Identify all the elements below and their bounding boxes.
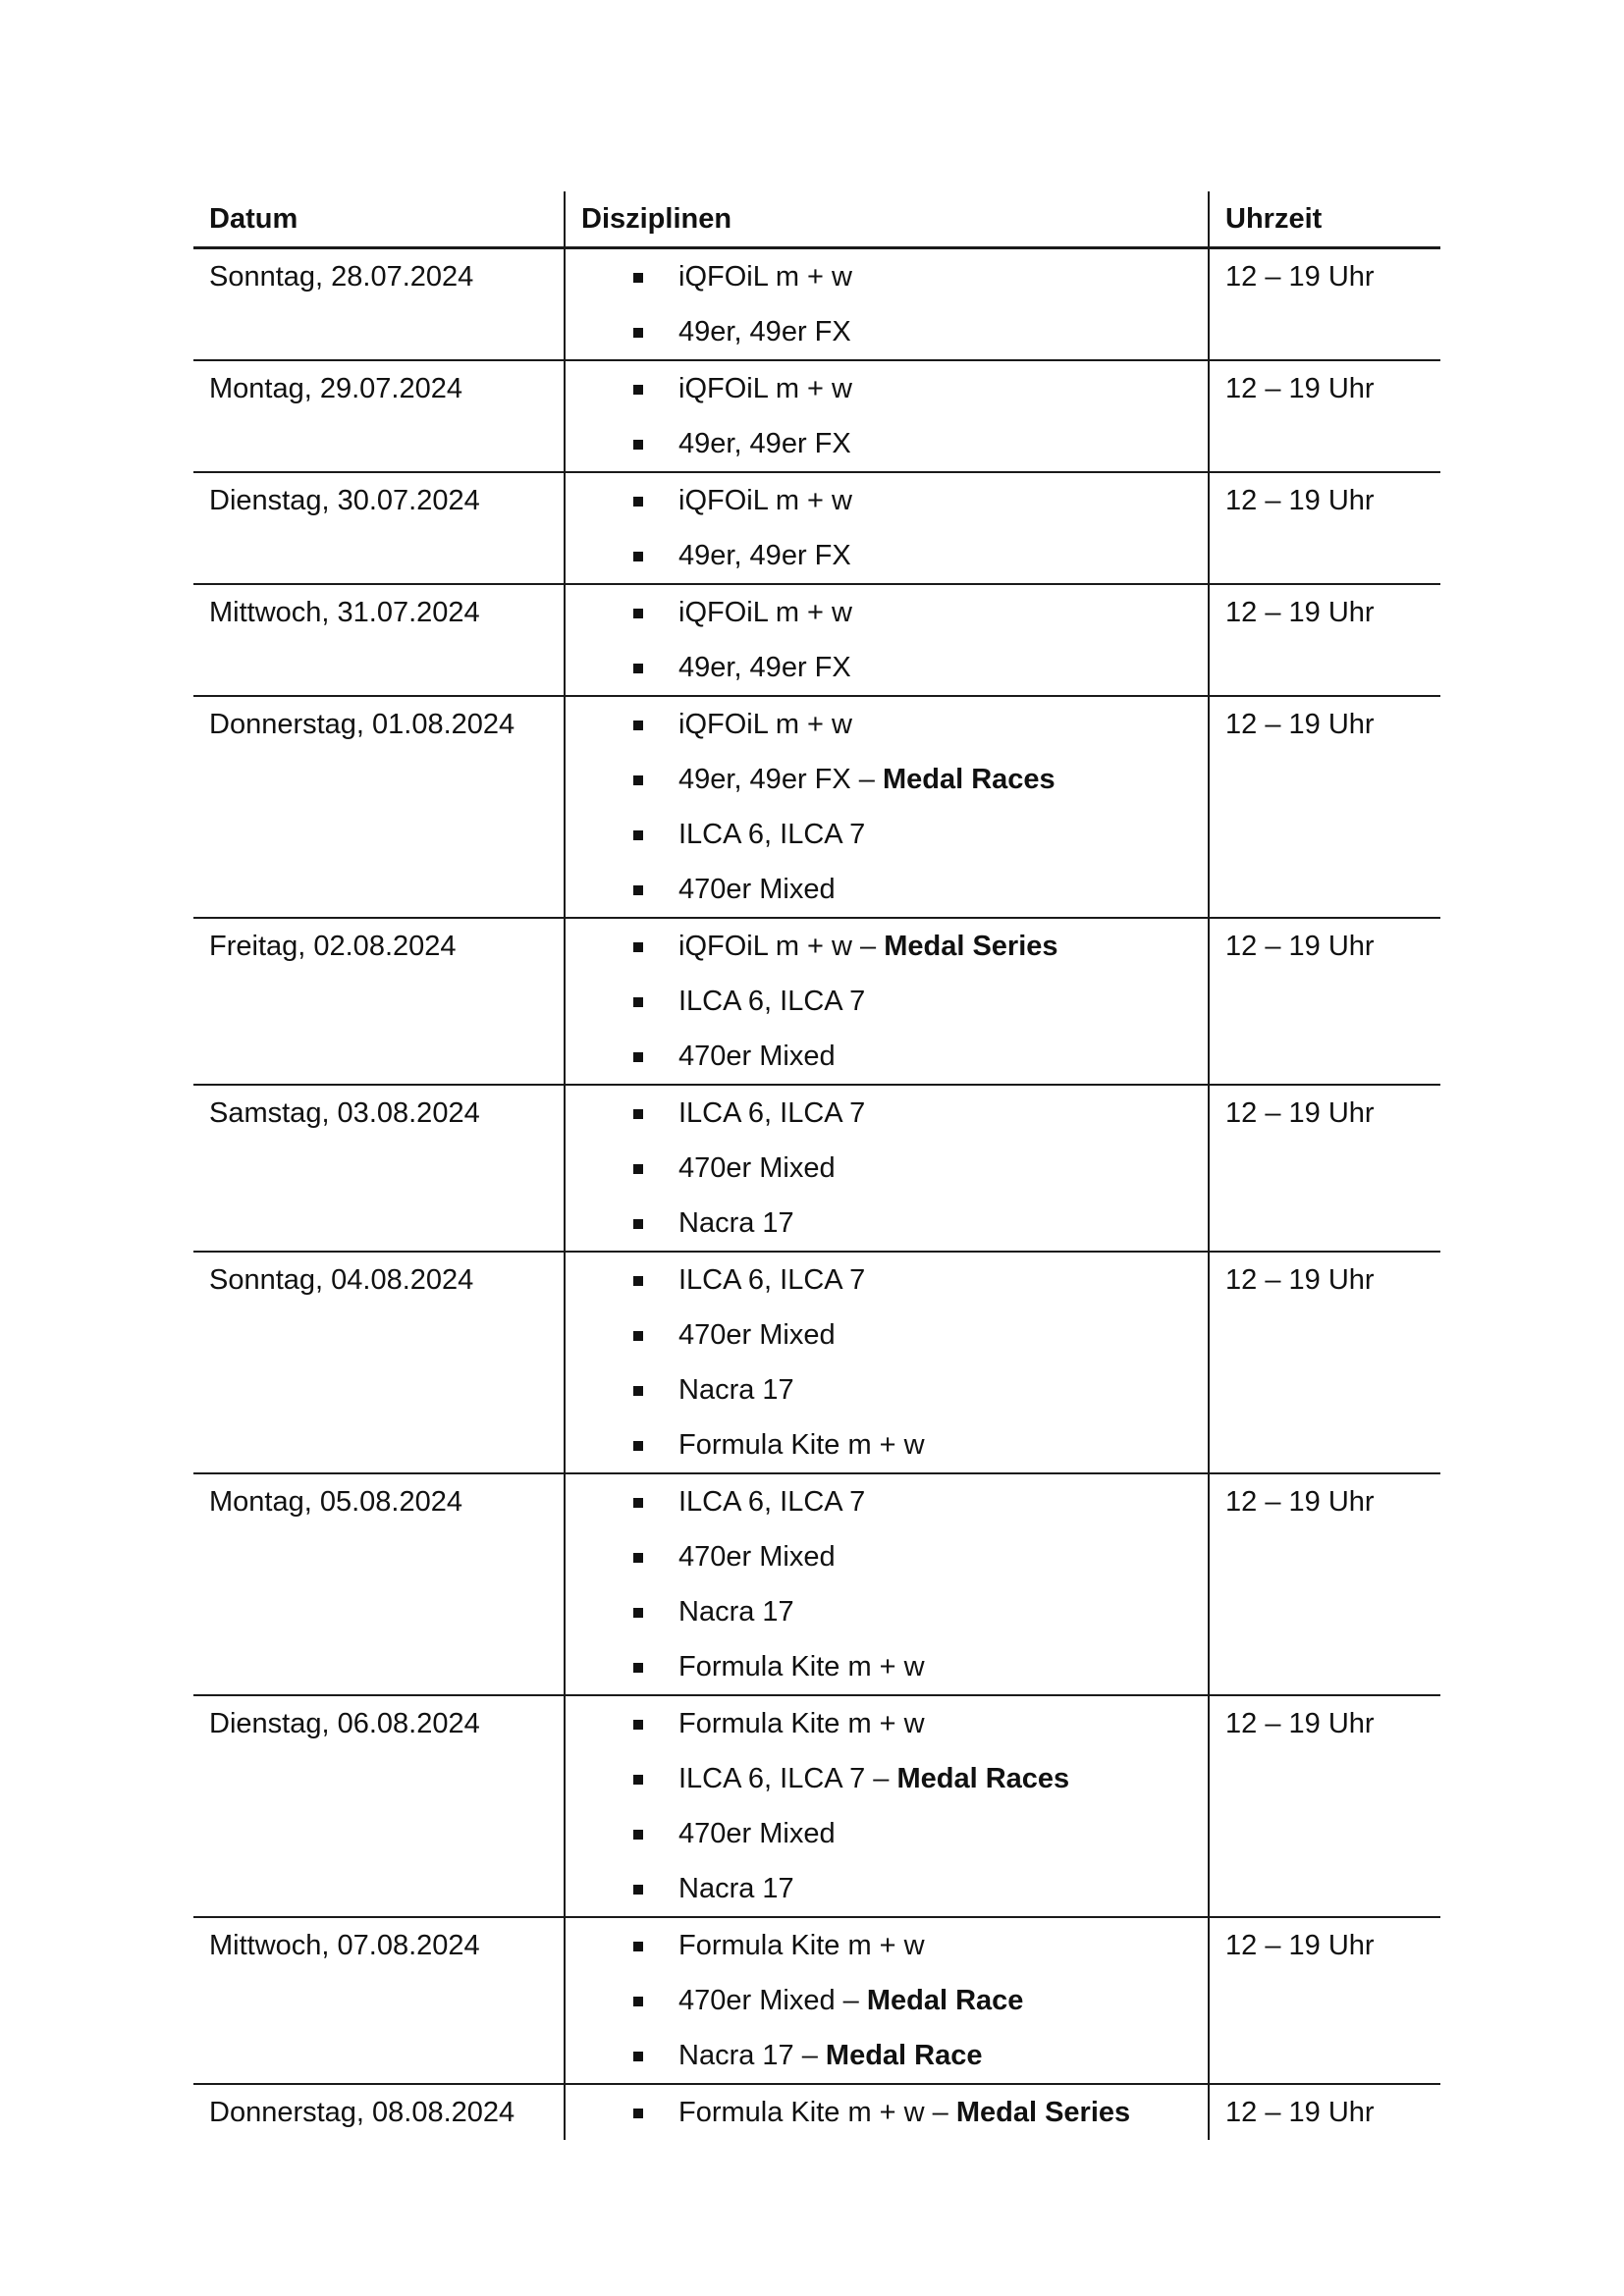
discipline-text: Formula Kite m + w –	[678, 2097, 956, 2128]
square-bullet-icon	[633, 1663, 643, 1673]
time-cell: 12 – 19 Uhr	[1209, 696, 1440, 918]
discipline-text: Nacra 17	[678, 1207, 794, 1239]
discipline-item	[566, 249, 1208, 304]
discipline-text: ILCA 6, ILCA 7	[678, 1486, 866, 1518]
discipline-text: 49er, 49er FX	[678, 428, 851, 459]
date-cell: Sonntag, 28.07.2024	[193, 248, 565, 361]
time-cell: 12 – 19 Uhr	[1225, 2097, 1375, 2128]
date-cell: Samstag, 03.08.2024	[193, 1085, 565, 1252]
table-header-row	[193, 191, 1440, 248]
square-bullet-icon	[633, 273, 643, 283]
discipline-text: 470er Mixed –	[678, 1985, 867, 2016]
discipline-text: 470er Mixed	[678, 1319, 836, 1351]
discipline-text: 470er Mixed	[678, 1541, 836, 1573]
table-row	[193, 1473, 1440, 1695]
discipline-item	[566, 416, 1208, 471]
date-cell: Sonntag, 04.08.2024	[193, 1252, 565, 1473]
discipline-item	[566, 1918, 1208, 1973]
disciplines-cell	[565, 1473, 1209, 1695]
discipline-text: iQFOiL m + w	[678, 709, 852, 740]
discipline-item	[566, 473, 1208, 528]
date-cell: Donnerstag, 01.08.2024	[193, 696, 565, 918]
square-bullet-icon	[633, 1386, 643, 1396]
discipline-text: 470er Mixed	[678, 1818, 836, 1849]
discipline-text: Nacra 17 –	[678, 2040, 826, 2071]
discipline-item	[566, 585, 1208, 640]
discipline-text: 49er, 49er FX	[678, 540, 851, 571]
disciplines-cell	[565, 360, 1209, 472]
discipline-item	[566, 974, 1208, 1029]
time-cell: 12 – 19 Uhr	[1209, 1917, 1440, 2084]
discipline-list	[566, 2085, 1208, 2140]
time-cell: 12 – 19 Uhr	[1209, 1252, 1440, 1473]
discipline-text: iQFOiL m + w	[678, 485, 852, 516]
discipline-item	[566, 1529, 1208, 1584]
time-cell: 12 – 19 Uhr	[1209, 584, 1440, 696]
square-bullet-icon	[633, 1942, 643, 1951]
disciplines-cell	[565, 1917, 1209, 2084]
discipline-list	[566, 919, 1208, 1084]
square-bullet-icon	[633, 497, 643, 507]
discipline-item	[566, 1696, 1208, 1751]
time-cell: 12 – 19 Uhr	[1209, 1695, 1440, 1917]
discipline-list	[566, 1918, 1208, 2083]
disciplines-cell	[565, 2084, 1209, 2140]
discipline-list	[566, 697, 1208, 917]
square-bullet-icon	[633, 1608, 643, 1618]
discipline-text: 470er Mixed	[678, 874, 836, 905]
date-cell: Montag, 29.07.2024	[193, 360, 565, 472]
discipline-item	[566, 2028, 1208, 2083]
square-bullet-icon	[633, 1553, 643, 1563]
discipline-list	[566, 473, 1208, 583]
discipline-item	[566, 640, 1208, 695]
time-cell: 12 – 19 Uhr	[1209, 472, 1440, 584]
time-cell: 12 – 19 Uhr	[1209, 1473, 1440, 1695]
table-row	[193, 1917, 1440, 2084]
discipline-list	[566, 1086, 1208, 1251]
discipline-item	[566, 528, 1208, 583]
discipline-text: Nacra 17	[678, 1596, 794, 1628]
disciplines-cell	[565, 472, 1209, 584]
discipline-item	[566, 1973, 1208, 2028]
discipline-text: ILCA 6, ILCA 7	[678, 819, 866, 850]
discipline-item	[566, 1639, 1208, 1694]
discipline-item	[566, 919, 1208, 974]
square-bullet-icon	[633, 1498, 643, 1508]
discipline-list	[566, 1696, 1208, 1916]
discipline-text: ILCA 6, ILCA 7	[678, 1097, 866, 1129]
square-bullet-icon	[633, 1276, 643, 1286]
square-bullet-icon	[633, 1109, 643, 1119]
disciplines-cell	[565, 918, 1209, 1085]
discipline-text: 470er Mixed	[678, 1041, 836, 1072]
square-bullet-icon	[633, 1720, 643, 1730]
square-bullet-icon	[633, 328, 643, 338]
square-bullet-icon	[633, 1830, 643, 1840]
square-bullet-icon	[633, 1052, 643, 1062]
square-bullet-icon	[633, 1775, 643, 1785]
discipline-text: ILCA 6, ILCA 7	[678, 986, 866, 1017]
discipline-item	[566, 361, 1208, 416]
table-row	[193, 1085, 1440, 1252]
square-bullet-icon	[633, 664, 643, 673]
table-row	[193, 1252, 1440, 1473]
date-cell: Mittwoch, 31.07.2024	[193, 584, 565, 696]
disciplines-cell	[565, 696, 1209, 918]
discipline-list	[566, 361, 1208, 471]
discipline-item	[566, 752, 1208, 807]
discipline-item	[566, 807, 1208, 862]
medal-label: Medal Series	[955, 2097, 1131, 2128]
discipline-text: iQFOiL m + w	[678, 373, 852, 404]
date-cell: Montag, 05.08.2024	[193, 1473, 565, 1695]
square-bullet-icon	[633, 721, 643, 730]
discipline-text: Nacra 17	[678, 1873, 794, 1904]
square-bullet-icon	[633, 2109, 643, 2118]
discipline-text: 49er, 49er FX –	[678, 764, 883, 795]
square-bullet-icon	[633, 1997, 643, 2006]
square-bullet-icon	[633, 1219, 643, 1229]
disciplines-cell	[565, 584, 1209, 696]
discipline-item	[566, 1029, 1208, 1084]
medal-label: Medal Series	[884, 931, 1058, 962]
medal-label: Medal Races	[896, 1763, 1070, 1794]
square-bullet-icon	[633, 1164, 643, 1174]
discipline-item	[566, 1253, 1208, 1308]
discipline-item	[566, 862, 1208, 917]
disciplines-cell	[565, 1695, 1209, 1917]
discipline-item	[566, 1584, 1208, 1639]
table-row	[193, 360, 1440, 472]
disciplines-cell	[565, 248, 1209, 361]
square-bullet-icon	[633, 775, 643, 785]
table-row	[193, 248, 1440, 361]
time-cell: 12 – 19 Uhr	[1209, 1085, 1440, 1252]
table-row	[193, 2084, 1440, 2140]
discipline-text: 49er, 49er FX	[678, 316, 851, 347]
discipline-list	[566, 1474, 1208, 1694]
discipline-item	[566, 2085, 1208, 2140]
medal-label: Medal Race	[866, 1985, 1024, 2016]
date-cell: Mittwoch, 07.08.2024	[193, 1917, 565, 2084]
time-cell: 12 – 19 Uhr	[1209, 248, 1440, 361]
medal-label: Medal Race	[825, 2040, 983, 2071]
date-cell: Dienstag, 30.07.2024	[193, 472, 565, 584]
medal-label: Medal Races	[882, 764, 1056, 795]
discipline-list	[566, 249, 1208, 359]
discipline-text: Formula Kite m + w	[678, 1429, 925, 1461]
header-date: Datum	[193, 191, 565, 248]
discipline-item	[566, 1806, 1208, 1861]
table-row	[193, 918, 1440, 1085]
discipline-item	[566, 1474, 1208, 1529]
date-cell: Donnerstag, 08.08.2024	[193, 2084, 565, 2140]
square-bullet-icon	[633, 552, 643, 561]
schedule-table	[193, 191, 1440, 2140]
discipline-item	[566, 1362, 1208, 1417]
discipline-list	[566, 585, 1208, 695]
square-bullet-icon	[633, 885, 643, 895]
square-bullet-icon	[633, 830, 643, 840]
square-bullet-icon	[633, 942, 643, 952]
square-bullet-icon	[633, 385, 643, 395]
square-bullet-icon	[633, 1331, 643, 1341]
square-bullet-icon	[633, 609, 643, 618]
discipline-item	[566, 1141, 1208, 1196]
discipline-text: Nacra 17	[678, 1374, 794, 1406]
discipline-item	[566, 304, 1208, 359]
header-disciplines: Disziplinen	[565, 191, 1209, 248]
time-cell: 12 – 19 Uhr	[1209, 360, 1440, 472]
square-bullet-icon	[633, 997, 643, 1007]
square-bullet-icon	[633, 440, 643, 450]
discipline-text: 49er, 49er FX	[678, 652, 851, 683]
discipline-item	[566, 1751, 1208, 1806]
table-body	[193, 248, 1440, 2141]
discipline-text: iQFOiL m + w	[678, 597, 852, 628]
square-bullet-icon	[633, 1885, 643, 1895]
discipline-list	[566, 1253, 1208, 1472]
discipline-text: ILCA 6, ILCA 7 –	[678, 1763, 897, 1794]
discipline-text: iQFOiL m + w –	[678, 931, 885, 962]
date-cell: Dienstag, 06.08.2024	[193, 1695, 565, 1917]
discipline-item	[566, 1861, 1208, 1916]
square-bullet-icon	[633, 2052, 643, 2061]
discipline-text: ILCA 6, ILCA 7	[678, 1264, 866, 1296]
table-row	[193, 1695, 1440, 1917]
table-row	[193, 472, 1440, 584]
discipline-item	[566, 697, 1208, 752]
discipline-item	[566, 1086, 1208, 1141]
discipline-item	[566, 1196, 1208, 1251]
discipline-text: Formula Kite m + w	[678, 1708, 925, 1739]
discipline-text: Formula Kite m + w	[678, 1930, 925, 1961]
square-bullet-icon	[633, 1441, 643, 1451]
discipline-text: 470er Mixed	[678, 1152, 836, 1184]
discipline-item	[566, 1417, 1208, 1472]
disciplines-cell	[565, 1085, 1209, 1252]
disciplines-cell	[565, 1252, 1209, 1473]
table-row	[193, 584, 1440, 696]
header-time: Uhrzeit	[1209, 191, 1440, 248]
discipline-item	[566, 1308, 1208, 1362]
time-cell: 12 – 19 Uhr	[1209, 918, 1440, 1085]
date-cell: Freitag, 02.08.2024	[193, 918, 565, 1085]
discipline-text: iQFOiL m + w	[678, 261, 852, 293]
table-row	[193, 696, 1440, 918]
discipline-text: Formula Kite m + w	[678, 1651, 925, 1682]
